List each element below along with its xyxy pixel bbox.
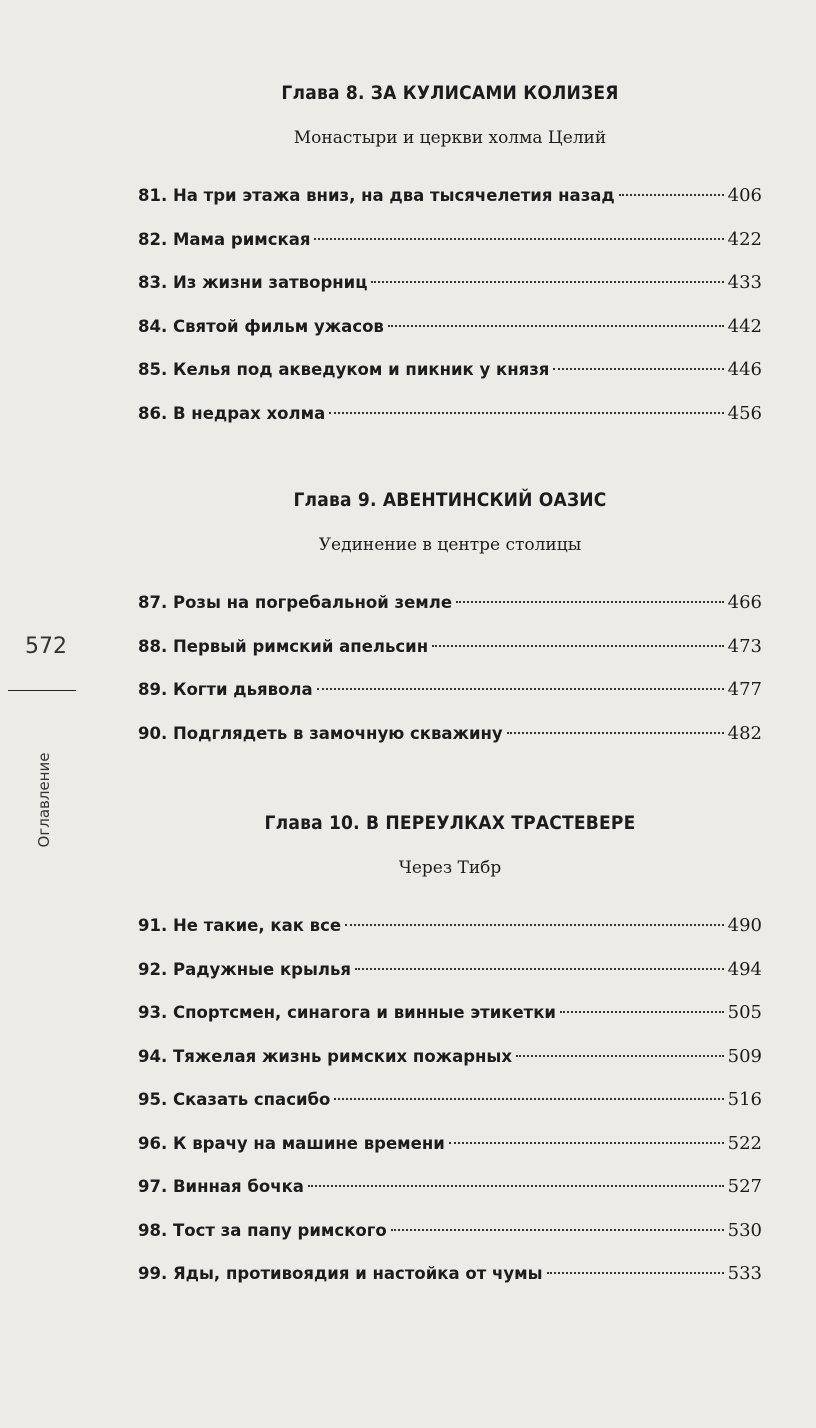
- entry-page-number: 482: [727, 722, 762, 744]
- page-number: 572: [25, 634, 67, 659]
- entry-page-number: 477: [727, 679, 762, 700]
- toc-entry: [138, 218, 762, 262]
- chapter-entries: [138, 174, 762, 435]
- entry-title: 96. К врачу на машине времени: [138, 1133, 445, 1153]
- toc-entry: [138, 625, 762, 669]
- entry-page-number: 456: [727, 402, 762, 424]
- entry-title: 89. Когти дьявола: [138, 680, 313, 699]
- entry-title: 87. Розы на погребальной земле: [138, 593, 453, 612]
- entry-page-number: 516: [727, 1089, 762, 1110]
- dot-leader: [432, 645, 723, 647]
- dot-leader: [371, 281, 723, 283]
- dot-leader: [345, 924, 724, 926]
- dot-leader: [553, 368, 723, 370]
- toc-entry: [138, 1209, 762, 1253]
- entry-title: 91. Не такие, как все: [138, 916, 342, 935]
- entry-title: 98. Тост за папу римского: [138, 1220, 387, 1240]
- chapter-title: Глава 8. ЗА КУЛИСАМИ КОЛИЗЕЯ: [281, 82, 619, 104]
- entry-page-number: 433: [727, 272, 762, 293]
- entry-page-number: 505: [727, 1002, 762, 1023]
- toc-entry: [138, 1165, 762, 1209]
- toc-entry: [138, 174, 762, 218]
- entry-page-number: 422: [727, 228, 762, 250]
- section-label: Оглавление: [35, 752, 53, 848]
- margin-divider: [8, 690, 76, 691]
- dot-leader: [314, 238, 723, 240]
- entry-page-number: 490: [727, 915, 762, 936]
- toc-entry: [138, 581, 762, 625]
- toc-entry: [138, 1078, 762, 1122]
- entry-page-number: 442: [727, 315, 762, 337]
- toc-entry: [138, 668, 762, 712]
- chapter-subtitle: Монастыри и церкви холма Целий: [293, 128, 607, 148]
- entry-title: 93. Спортсмен, синагога и винные этикетки: [138, 1003, 556, 1022]
- chapter-subtitle: Через Тибр: [398, 858, 502, 878]
- dot-leader: [456, 601, 724, 603]
- chapter-entries: [138, 904, 762, 1296]
- dot-leader: [308, 1185, 724, 1187]
- toc-entry: [138, 712, 762, 756]
- entry-page-number: 406: [727, 185, 762, 206]
- dot-leader: [516, 1055, 724, 1057]
- dot-leader: [547, 1272, 724, 1274]
- dot-leader: [560, 1011, 724, 1013]
- toc-entry: [138, 991, 762, 1035]
- entry-title: 82. Мама римская: [138, 229, 311, 249]
- entry-title: 81. На три этажа вниз, на два тысячелетия назад: [138, 186, 615, 205]
- entry-page-number: 530: [727, 1219, 762, 1241]
- entry-title: 83. Из жизни затворниц: [138, 273, 368, 292]
- chapter-entries: [138, 581, 762, 755]
- dot-leader: [329, 412, 723, 414]
- chapter-10: [138, 810, 762, 1296]
- entry-page-number: 466: [727, 592, 762, 613]
- entry-page-number: 509: [727, 1045, 762, 1067]
- entry-page-number: 446: [727, 359, 762, 380]
- entry-title: 86. В недрах холма: [138, 403, 326, 423]
- toc-entry: [138, 305, 762, 349]
- dot-leader: [334, 1098, 723, 1100]
- entry-title: 85. Келья под акведуком и пикник у князя: [138, 360, 550, 379]
- entry-page-number: 533: [727, 1263, 762, 1284]
- entry-title: 90. Подглядеть в замочную скважину: [138, 723, 503, 743]
- entry-page-number: 494: [727, 958, 762, 980]
- toc-entry: [138, 1035, 762, 1079]
- chapter-subtitle: Уединение в центре столицы: [318, 535, 582, 555]
- chapter-title: Глава 9. АВЕНТИНСКИЙ ОАЗИС: [293, 489, 607, 511]
- toc-entry: [138, 392, 762, 436]
- dot-leader: [507, 732, 724, 734]
- dot-leader: [449, 1142, 724, 1144]
- entry-page-number: 473: [727, 635, 762, 657]
- entry-title: 92. Радужные крылья: [138, 959, 352, 979]
- dot-leader: [355, 968, 724, 970]
- toc-entry: [138, 1122, 762, 1166]
- entry-title: 94. Тяжелая жизнь римских пожарных: [138, 1046, 512, 1066]
- entry-title: 95. Сказать спасибо: [138, 1090, 331, 1109]
- chapter-title: Глава 10. В ПЕРЕУЛКАХ ТРАСТЕВЕРЕ: [264, 812, 636, 834]
- toc-entry: [138, 261, 762, 305]
- chapter-8: [138, 80, 762, 435]
- dot-leader: [391, 1229, 724, 1231]
- toc-entry: [138, 348, 762, 392]
- toc-entry: [138, 904, 762, 948]
- entry-page-number: 522: [727, 1132, 762, 1154]
- chapter-9: [138, 487, 762, 755]
- entry-title: 99. Яды, противоядия и настойка от чумы: [138, 1264, 543, 1283]
- dot-leader: [619, 194, 724, 196]
- dot-leader: [317, 688, 724, 690]
- entry-title: 84. Святой фильм ужасов: [138, 316, 384, 336]
- toc-entry: [138, 1252, 762, 1296]
- dot-leader: [388, 325, 724, 327]
- entry-title: 88. Первый римский апельсин: [138, 636, 429, 656]
- entry-page-number: 527: [727, 1176, 762, 1197]
- toc-entry: [138, 948, 762, 992]
- entry-title: 97. Винная бочка: [138, 1177, 304, 1196]
